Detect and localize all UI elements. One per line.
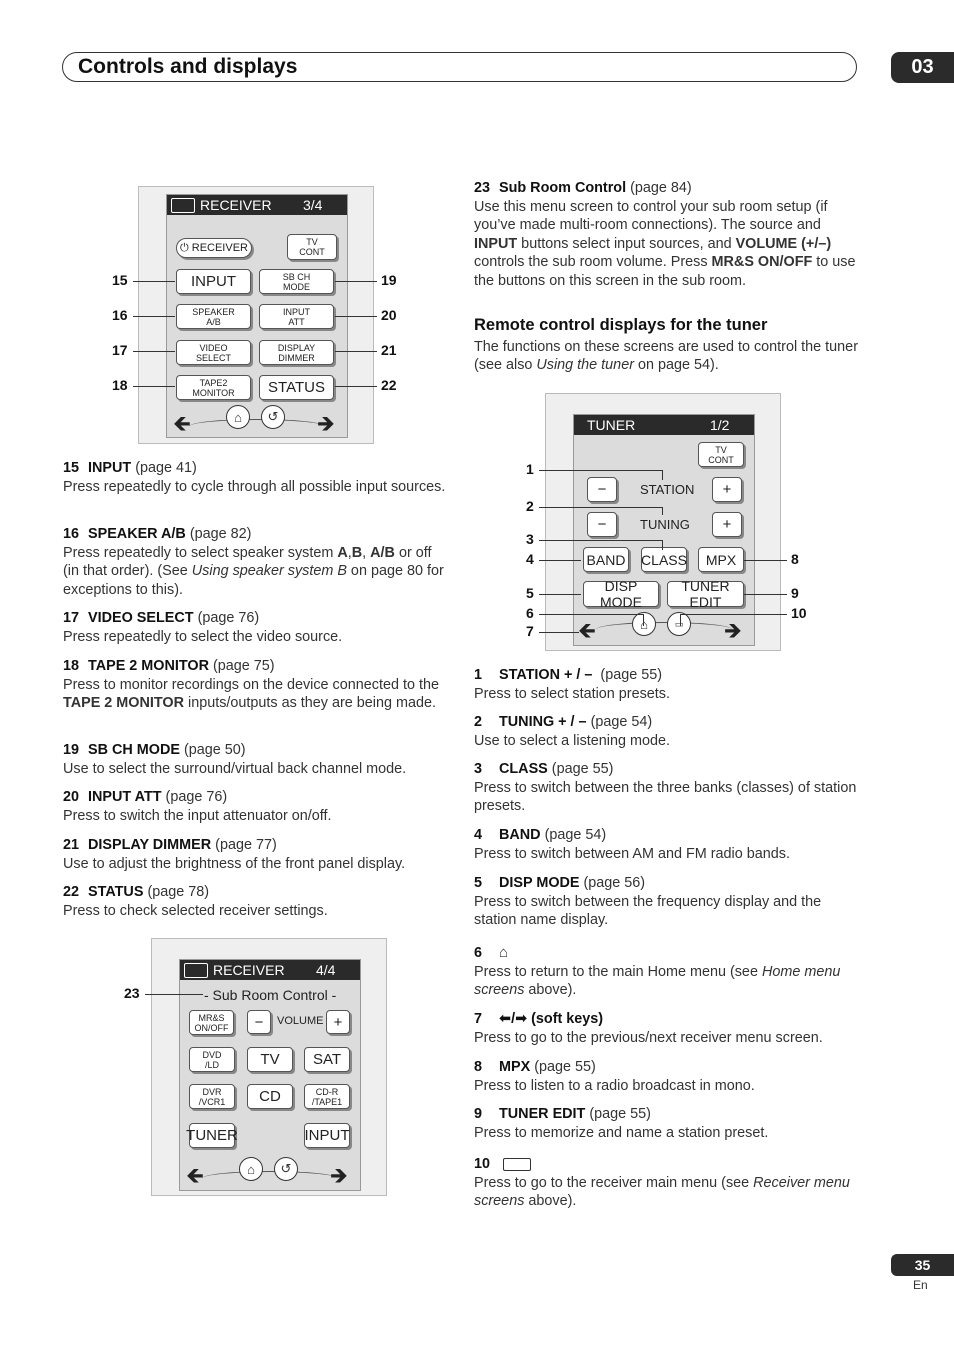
disp-mode-button[interactable]: DISP MODE bbox=[583, 581, 659, 607]
callout-9: 9 bbox=[791, 585, 799, 601]
item-9: 9 TUNER EDIT (page 55) Press to memorize and name a station preset. bbox=[474, 1106, 769, 1141]
item-19: 19 SB CH MODE (page 50) Use to select the surround/virtual back channel mode. bbox=[63, 742, 407, 777]
sb-ch-mode-button[interactable]: SB CH MODE bbox=[259, 269, 334, 294]
sat-button[interactable]: SAT bbox=[304, 1047, 350, 1072]
left-arrow-icon[interactable]: 🡸 bbox=[578, 618, 596, 643]
input-button[interactable]: INPUT bbox=[304, 1123, 350, 1148]
station-label: STATION bbox=[640, 482, 695, 497]
mpx-button[interactable]: MPX bbox=[698, 547, 744, 572]
callout-4: 4 bbox=[526, 551, 534, 567]
screen-title-bar: RECEIVER 4/4 bbox=[180, 960, 360, 980]
callout-18: 18 bbox=[112, 377, 128, 393]
callout-15: 15 bbox=[112, 272, 128, 288]
tuner-edit-button[interactable]: TUNER EDIT bbox=[667, 581, 744, 607]
volume-minus-button[interactable]: − bbox=[247, 1010, 271, 1034]
tv-button[interactable]: TV bbox=[247, 1047, 293, 1072]
input-button[interactable]: INPUT bbox=[176, 269, 251, 294]
home-icon: ⌂ bbox=[499, 944, 509, 961]
item-2: 2 TUNING + / – (page 54) Use to select a listening mode. bbox=[474, 714, 670, 749]
tuning-label: TUNING bbox=[640, 517, 690, 532]
remote-screen-tuner bbox=[545, 393, 781, 651]
tuner-button[interactable]: TUNER bbox=[189, 1123, 235, 1148]
item-23: 23 Sub Room Control (page 84) Use this menu screen to control your sub room setup (if you’ve made multi-room connections). The source and INPUT buttons select input sources, and VOLUME (+/–) controls the sub room volume. Press MR&S ON/OFF to use the buttons on this screen in the sub room. bbox=[474, 180, 856, 289]
remote-screen-receiver-3 bbox=[138, 186, 374, 444]
language-code: En bbox=[913, 1278, 928, 1292]
tape2-monitor-button[interactable]: TAPE2 MONITOR bbox=[176, 375, 251, 400]
speaker-ab-button[interactable]: SPEAKER A/B bbox=[176, 304, 251, 329]
input-att-button[interactable]: INPUT ATT bbox=[259, 304, 334, 329]
item-22: 22 STATUS (page 78) Press to check selected receiver settings. bbox=[63, 884, 328, 919]
item-7: 7 ⬅/➡ (soft keys) Press to go to the previous/next receiver menu screen. bbox=[474, 1011, 823, 1046]
mrs-on-off-button[interactable]: MR&S ON/OFF bbox=[189, 1010, 234, 1035]
home-icon[interactable]: ⌂ bbox=[239, 1157, 263, 1181]
soft-key-arc bbox=[202, 1171, 338, 1186]
item-3: 3 CLASS (page 55) Press to switch between the three banks (classes) of station presets. bbox=[474, 761, 857, 815]
page-number: 35 bbox=[891, 1254, 954, 1276]
callout-3: 3 bbox=[526, 531, 534, 547]
remote-screen-receiver-4 bbox=[151, 938, 387, 1196]
callout-21: 21 bbox=[381, 342, 397, 358]
left-arrow-icon[interactable]: 🡸 bbox=[186, 1163, 204, 1188]
cd-button[interactable]: CD bbox=[247, 1084, 293, 1109]
dvd-ld-button[interactable]: DVD /LD bbox=[189, 1047, 235, 1072]
screen-title-bar: RECEIVER 3/4 bbox=[167, 195, 347, 215]
right-arrow-icon[interactable]: 🡺 bbox=[317, 411, 335, 436]
callout-16: 16 bbox=[112, 307, 128, 323]
soft-key-arc bbox=[596, 622, 732, 637]
receiver-icon bbox=[171, 198, 195, 213]
item-18: 18 TAPE 2 MONITOR (page 75) Press to monitor recordings on the device connected to the TAPE 2 MONITOR inputs/outputs as they are being made. bbox=[63, 658, 439, 712]
callout-23: 23 bbox=[124, 985, 140, 1001]
station-plus-button[interactable]: + bbox=[712, 477, 742, 502]
receiver-icon bbox=[503, 1158, 531, 1171]
left-arrow-icon[interactable]: 🡸 bbox=[173, 411, 191, 436]
home-icon[interactable]: ⌂ bbox=[226, 405, 250, 429]
cdr-tape1-button[interactable]: CD-R /TAPE1 bbox=[304, 1084, 350, 1109]
callout-7: 7 bbox=[526, 623, 534, 639]
item-8: 8 MPX (page 55) Press to listen to a radio broadcast in mono. bbox=[474, 1059, 755, 1094]
tv-cont-button[interactable]: TV CONT bbox=[287, 234, 337, 260]
callout-10: 10 bbox=[791, 605, 807, 621]
dvr-vcr1-button[interactable]: DVR /VCR1 bbox=[189, 1084, 235, 1109]
item-6: 6 ⌂ Press to return to the main Home menu (see Home menu screens above). bbox=[474, 944, 841, 999]
item-1: 1 STATION + / – (page 55) Press to select station presets. bbox=[474, 667, 670, 702]
volume-plus-button[interactable]: + bbox=[326, 1010, 350, 1034]
callout-22: 22 bbox=[381, 377, 397, 393]
remote-display bbox=[179, 959, 361, 1191]
callout-19: 19 bbox=[381, 272, 397, 288]
remote-display bbox=[573, 414, 755, 646]
item-17: 17 VIDEO SELECT (page 76) Press repeatedly to select the video source. bbox=[63, 610, 343, 645]
home-icon[interactable]: ⌂ bbox=[632, 612, 656, 636]
chapter-number: 03 bbox=[891, 52, 954, 83]
receiver-icon bbox=[184, 963, 208, 978]
callout-6: 6 bbox=[526, 605, 534, 621]
soft-key-arc bbox=[189, 419, 325, 434]
station-minus-button[interactable]: − bbox=[587, 477, 617, 502]
tuning-minus-button[interactable]: − bbox=[587, 512, 617, 537]
item-20: 20 INPUT ATT (page 76) Press to switch the input attenuator on/off. bbox=[63, 789, 332, 824]
status-button[interactable]: STATUS bbox=[259, 375, 334, 400]
item-16: 16 SPEAKER A/B (page 82) Press repeatedly to select speaker system A,B, A/B or off (in that order). (See Using speaker system B on page 80 for exceptions to this). bbox=[63, 526, 444, 598]
right-arrow-icon[interactable]: 🡺 bbox=[330, 1163, 348, 1188]
right-arrow-icon[interactable]: 🡺 bbox=[724, 618, 742, 643]
callout-5: 5 bbox=[526, 585, 534, 601]
tuning-plus-button[interactable]: + bbox=[712, 512, 742, 537]
volume-label: VOLUME bbox=[277, 1015, 324, 1027]
callout-20: 20 bbox=[381, 307, 397, 323]
screen-title-bar: TUNER 1/2 bbox=[574, 415, 754, 435]
display-dimmer-button[interactable]: DISPLAY DIMMER bbox=[259, 340, 334, 365]
receiver-icon[interactable]: ▭ bbox=[667, 612, 691, 636]
back-icon[interactable]: ↺ bbox=[274, 1157, 298, 1181]
back-icon[interactable]: ↺ bbox=[261, 405, 285, 429]
item-4: 4 BAND (page 54) Press to switch between AM and FM radio bands. bbox=[474, 827, 790, 862]
tuner-section: Remote control displays for the tuner The functions on these screens are used to control the tuner (see also Using the tuner on page 54). bbox=[474, 316, 858, 374]
item-21: 21 DISPLAY DIMMER (page 77) Use to adjust the brightness of the front panel display. bbox=[63, 837, 406, 872]
receiver-power-button[interactable]: ⏻ RECEIVER bbox=[176, 238, 252, 258]
item-15: 15 INPUT (page 41) Press repeatedly to cycle through all possible input sources. bbox=[63, 460, 446, 495]
video-select-button[interactable]: VIDEO SELECT bbox=[176, 340, 251, 365]
page-title: Controls and displays bbox=[78, 55, 298, 78]
callout-8: 8 bbox=[791, 551, 799, 567]
remote-display bbox=[166, 194, 348, 438]
class-button[interactable]: CLASS bbox=[641, 547, 687, 572]
power-icon: ⏻ bbox=[179, 242, 192, 254]
sub-room-title: - Sub Room Control - bbox=[204, 987, 337, 1003]
callout-1: 1 bbox=[526, 461, 534, 477]
band-button[interactable]: BAND bbox=[583, 547, 629, 572]
callout-17: 17 bbox=[112, 342, 128, 358]
item-5: 5 DISP MODE (page 56) Press to switch between the frequency display and the station name display. bbox=[474, 875, 822, 929]
tv-cont-button[interactable]: TV CONT bbox=[698, 442, 744, 467]
left-arrow-icon: ⬅ bbox=[499, 1011, 512, 1027]
right-arrow-icon: ➡ bbox=[515, 1011, 528, 1027]
callout-2: 2 bbox=[526, 498, 534, 514]
item-10: 10 Press to go to the receiver main menu (see Receiver menu screens above). bbox=[474, 1156, 850, 1210]
